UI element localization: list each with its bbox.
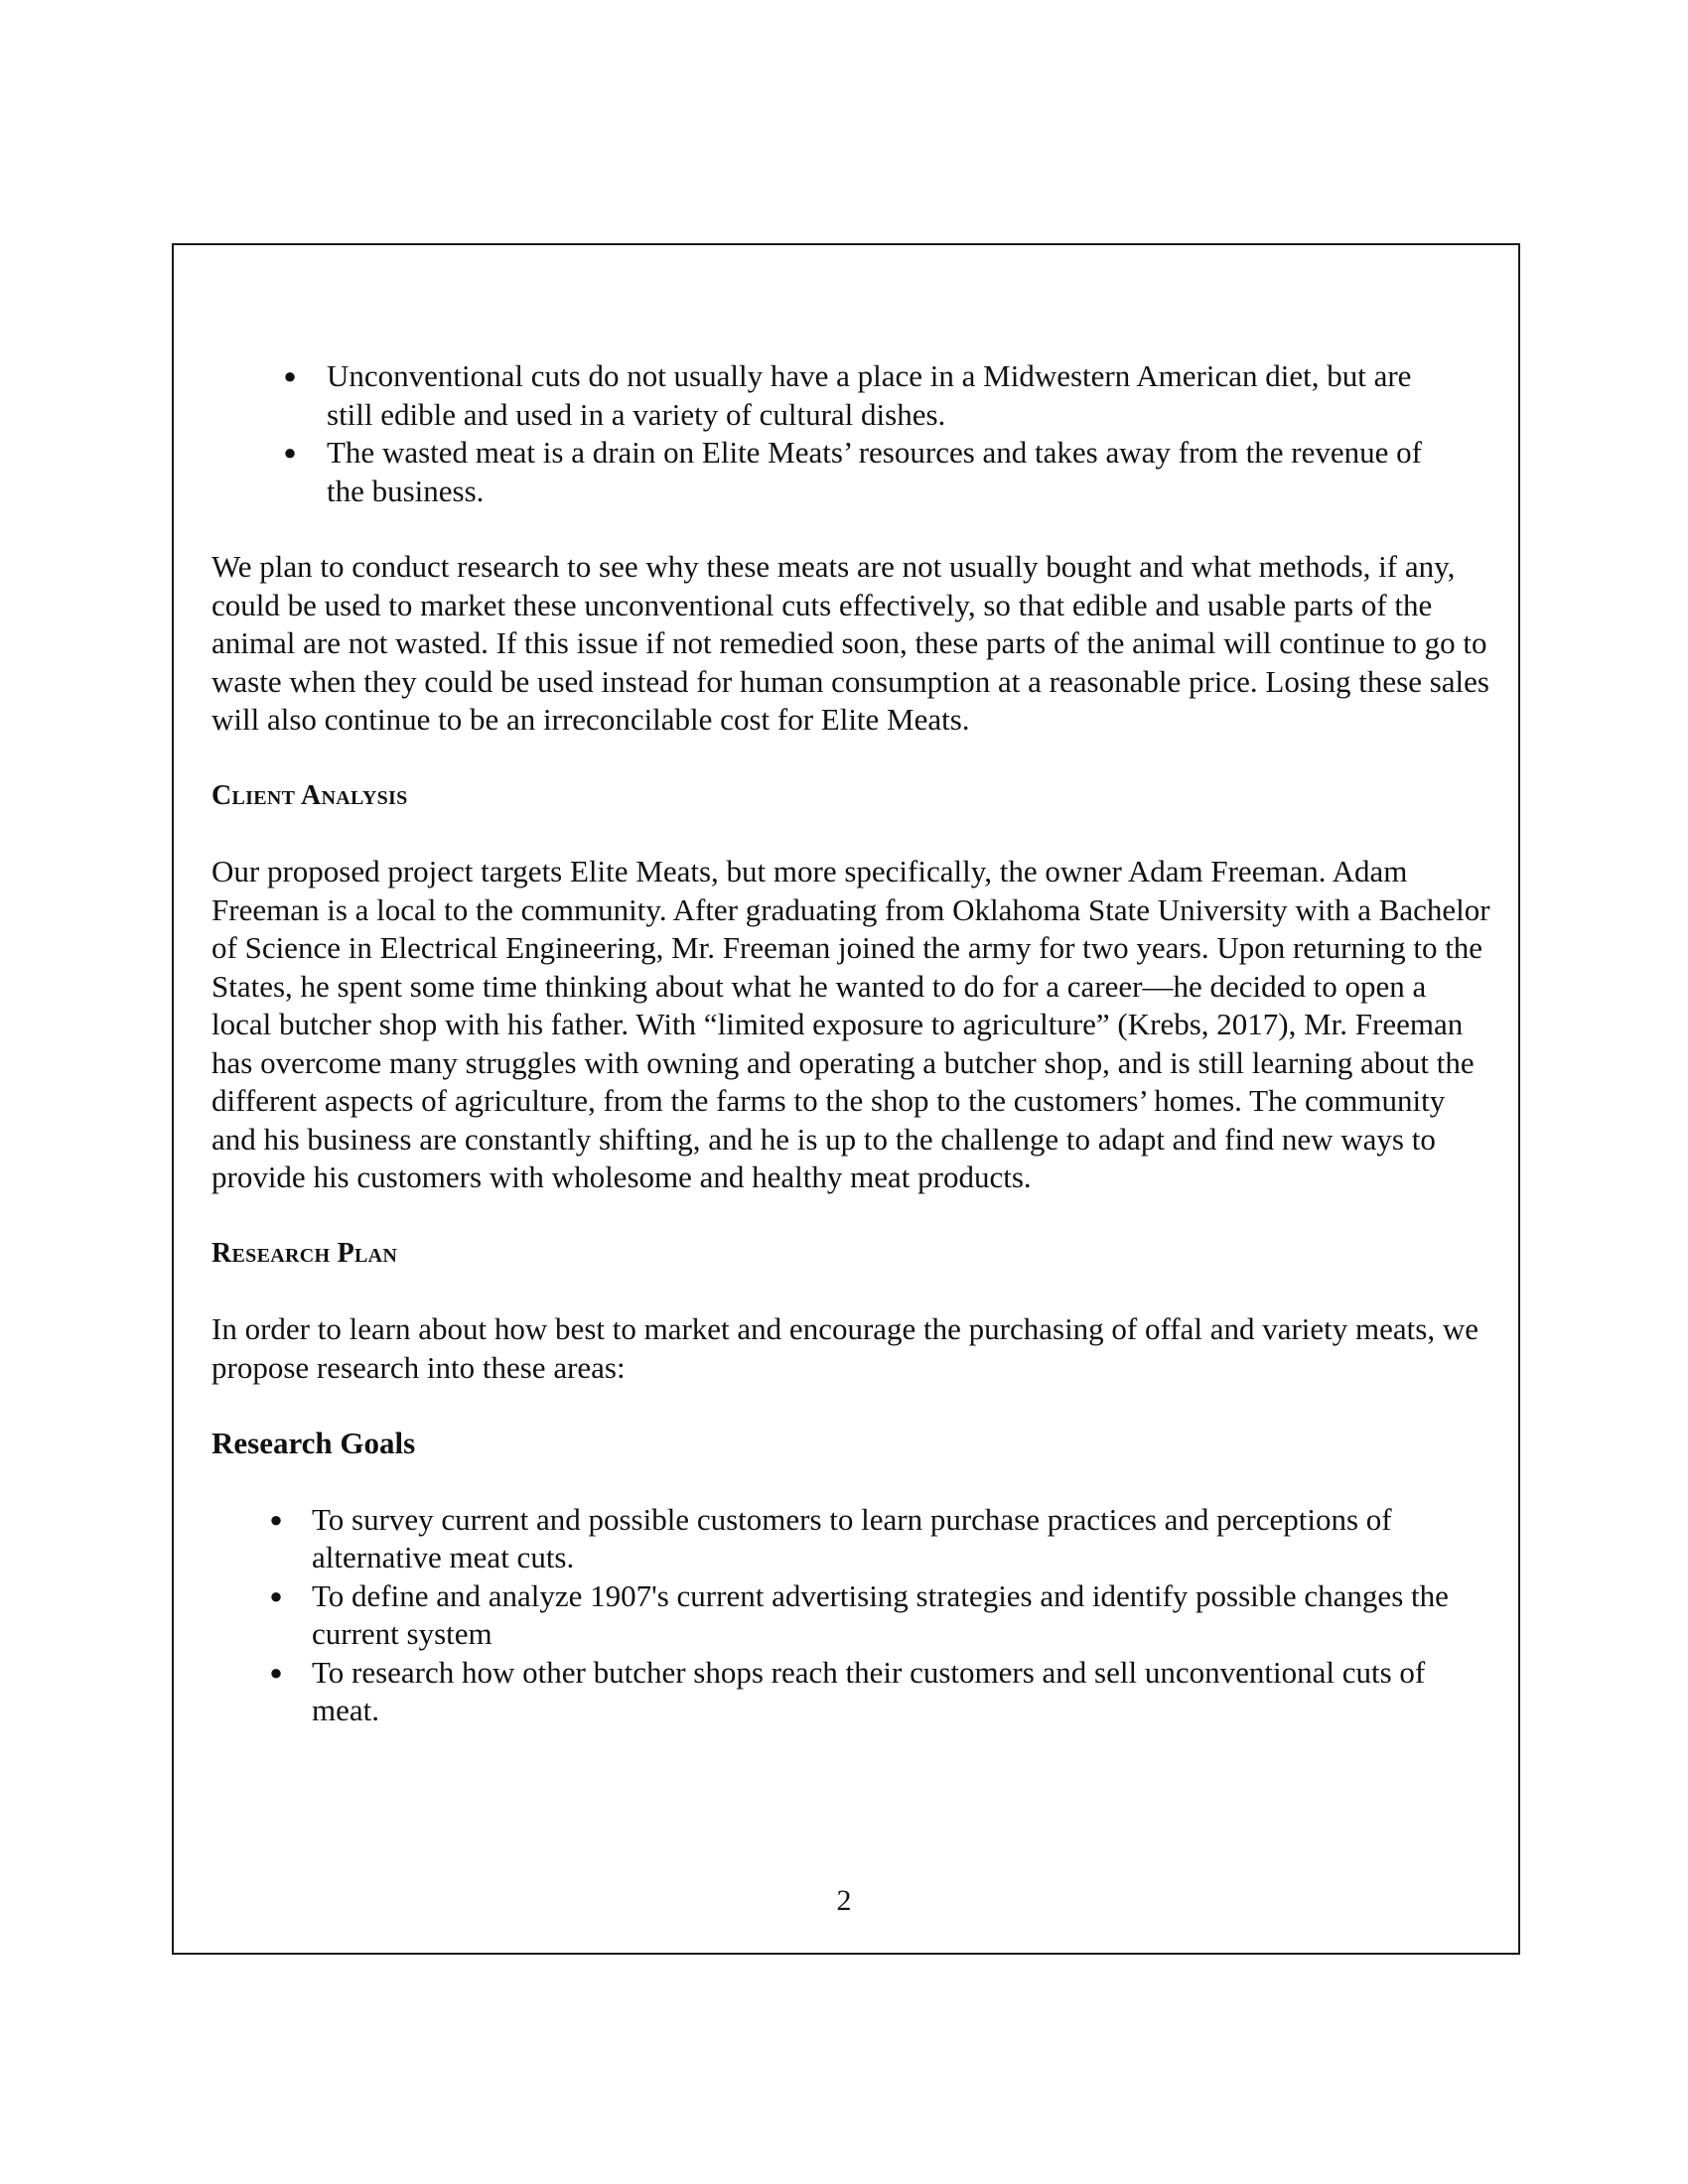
bullet-text: The wasted meat is a drain on Elite Meats’ resources and takes away from the revenue of the business. <box>327 435 1422 508</box>
bullet-text: To research how other butcher shops reach their customers and sell unconventional cuts of meat. <box>312 1654 1426 1727</box>
page-content <box>211 357 1492 1730</box>
bullet-icon: ● <box>269 1582 283 1608</box>
list-item <box>211 357 1492 434</box>
client-analysis-paragraph: Our proposed project targets Elite Meats, but more specifically, the owner Adam Freeman. Adam Freeman is a local to the community. After graduating from Oklahoma State University with a Bachelor of Science in Electrical Engineering, Mr. Freeman joined the army for two years. Upon returning to the States, he spent some time thinking about what he wanted to do for a career—he decided to open a local butcher shop with his father. With “limited exposure to agriculture” (Krebs, 2017), Mr. Freeman has overcome many struggles with owning and operating a butcher shop, and is still learning about the different aspects of agriculture, from the farms to the shop to the customers’ homes. The community and his business are constantly shifting, and he is up to the challenge to adapt and find new ways to provide his customers with wholesome and healthy meat products. <box>211 854 1490 1194</box>
bullet-text: To survey current and possible customers to learn purchase practices and perceptions of alternative meat cuts. <box>312 1501 1392 1574</box>
bullet-icon: ● <box>283 363 297 388</box>
list-item <box>211 1654 1492 1730</box>
research-intro-paragraph: We plan to conduct research to see why these meats are not usually bought and what methods, if any, could be used to market these unconventional cuts effectively, so that edible and usable parts of the animal are not wasted. If this issue if not remedied soon, these parts of the animal will continue to go to waste when they could be used instead for human consumption at a reasonable price. Losing these sales will also continue to be an irreconcilable cost for Elite Meats. <box>211 549 1489 737</box>
bullet-text: To define and analyze 1907's current advertising strategies and identify possible changes the current system <box>312 1577 1449 1651</box>
research-goals-heading: Research Goals <box>211 1426 416 1460</box>
client-analysis-heading: Client Analysis <box>211 779 408 811</box>
list-item <box>211 1577 1492 1654</box>
bullet-icon: ● <box>269 1659 283 1685</box>
list-item <box>211 434 1492 510</box>
list-item <box>211 1501 1492 1577</box>
bullet-icon: ● <box>283 440 297 465</box>
bullet-text: Unconventional cuts do not usually have a place in a Midwestern American diet, but are still edible and used in a variety of cultural dishes. <box>327 358 1412 432</box>
research-plan-heading: Research Plan <box>211 1237 398 1269</box>
research-goals-list <box>211 1501 1492 1730</box>
research-plan-paragraph: In order to learn about how best to market and encourage the purchasing of offal and variety meats, we propose research into these areas: <box>211 1311 1478 1385</box>
intro-bullet-list <box>211 357 1492 510</box>
bullet-icon: ● <box>269 1506 283 1532</box>
page-number: 2 <box>836 1884 852 1917</box>
